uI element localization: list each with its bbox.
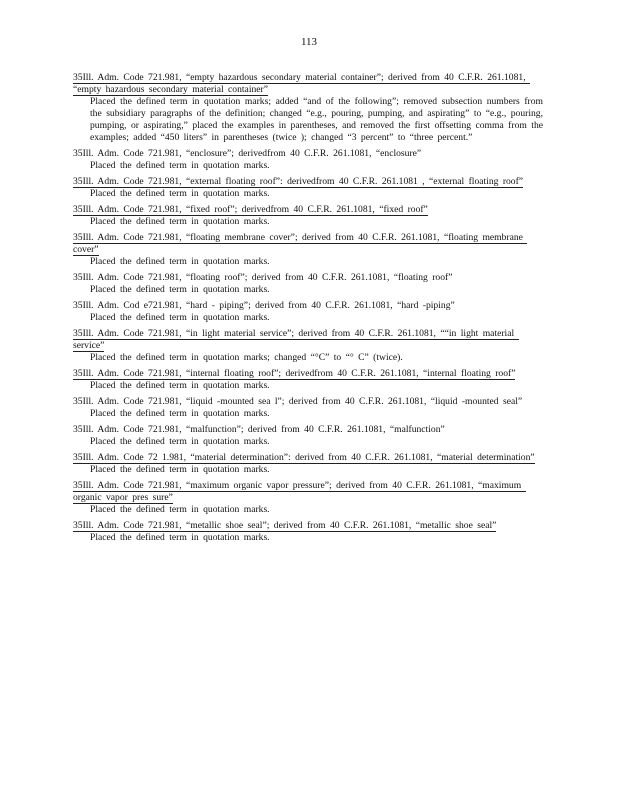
entry-heading-text: 35Ill. Adm. Code 721.981, “in light material service”; derived from 40 C.F.R. 261.1081, ““in light material service”	[73, 328, 519, 351]
list-item	[73, 396, 543, 420]
entry-note: Placed the defined term in quotation marks.	[90, 216, 270, 227]
entry-heading	[73, 300, 543, 312]
entry-heading	[73, 520, 543, 532]
entry-heading-text: 35Ill. Adm. Code 721.981, “internal floating roof”; derivedfrom 40 C.F.R. 261.1081, “internal floating roof”	[73, 368, 516, 379]
entries-list	[73, 72, 543, 548]
list-item	[73, 480, 543, 516]
list-item	[73, 232, 543, 268]
list-item	[73, 452, 543, 476]
entry-heading	[73, 204, 543, 216]
entry-heading-text: 35Ill. Adm. Code 721.981, “empty hazardous secondary material container”; derived from 40 C.F.R. 261.1081, “empty hazardous secondary material container”	[73, 72, 530, 95]
list-item	[73, 148, 543, 172]
entry-heading	[73, 396, 543, 408]
entry-note: Placed the defined term in quotation marks.	[90, 284, 270, 295]
entry-note: Placed the defined term in quotation marks.	[90, 312, 270, 323]
entry-heading-text: 35Ill. Adm. Code 721.981, “enclosure”; derivedfrom 40 C.F.R. 261.1081, “enclosure”	[73, 148, 422, 159]
entry-note: Placed the defined term in quotation marks.	[90, 408, 270, 419]
entry-heading-text: 35Ill. Adm. Code 72 1.981, “material determination”: derived from 40 C.F.R. 261.1081, “material determination”	[73, 452, 535, 463]
entry-heading-text: 35Ill. Adm. Cod e721.981, “hard - piping”; derived from 40 C.F.R. 261.1081, “hard -piping”	[73, 300, 455, 311]
entry-note: Placed the defined term in quotation marks.	[90, 256, 270, 267]
entry-note: Placed the defined term in quotation marks.	[90, 532, 270, 543]
entry-heading-text: 35Ill. Adm. Code 721.981, “floating membrane cover”; derived from 40 C.F.R. 261.1081, “floating membrane cover”	[73, 232, 528, 255]
entry-note: Placed the defined term in quotation marks.	[90, 504, 270, 515]
entry-heading-text: 35Ill. Adm. Code 721.981, “maximum organic vapor pressure”; derived from 40 C.F.R. 261.1081, “maximum organic vapor pres sure”	[73, 480, 526, 503]
entry-note: Placed the defined term in quotation marks.	[90, 380, 270, 391]
entry-heading-text: 35Ill. Adm. Code 721.981, “floating roof”; derived from 40 C.F.R. 261.1081, “floating roof”	[73, 272, 453, 283]
list-item	[73, 368, 543, 392]
page-number: 113	[300, 36, 318, 48]
list-item	[73, 328, 543, 364]
entry-heading	[73, 328, 543, 352]
list-item	[73, 520, 543, 544]
list-item	[73, 424, 543, 448]
list-item	[73, 176, 543, 200]
list-item	[73, 272, 543, 296]
entry-heading	[73, 272, 543, 284]
entry-heading	[73, 72, 543, 96]
entry-heading	[73, 368, 543, 380]
entry-note: Placed the defined term in quotation marks; changed “°C” to “° C” (twice).	[90, 352, 403, 363]
entry-heading-text: 35Ill. Adm. Code 721.981, “external floating roof”: derivedfrom 40 C.F.R. 261.1081 , “external floating roof”	[73, 176, 524, 187]
entry-note: Placed the defined term in quotation marks.	[90, 160, 270, 171]
entry-heading-text: 35Ill. Adm. Code 721.981, “metallic shoe seal”; derived from 40 C.F.R. 261.1081, “metallic shoe seal”	[73, 520, 497, 531]
entry-heading	[73, 480, 543, 504]
list-item	[73, 204, 543, 228]
entry-heading	[73, 176, 543, 188]
entry-heading	[73, 232, 543, 256]
entry-heading	[73, 148, 543, 160]
entry-note: Placed the defined term in quotation marks.	[90, 464, 270, 475]
entry-heading	[73, 424, 543, 436]
entry-heading	[73, 452, 543, 464]
entry-heading-text: 35Ill. Adm. Code 721.981, “fixed roof”; derivedfrom 40 C.F.R. 261.1081, “fixed roof”	[73, 204, 428, 215]
list-item	[73, 72, 543, 144]
list-item	[73, 300, 543, 324]
entry-heading-text: 35Ill. Adm. Code 721.981, “malfunction”; derived from 40 C.F.R. 261.1081, “malfunction”	[73, 424, 445, 435]
entry-note: Placed the defined term in quotation marks.	[90, 188, 270, 199]
entry-note: Placed the defined term in quotation marks.	[90, 436, 270, 447]
entry-heading-text: 35Ill. Adm. Code 721.981, “liquid -mounted sea l”; derived from 40 C.F.R. 261.1081, “liquid -mounted seal”	[73, 396, 523, 407]
entry-note: Placed the defined term in quotation marks; added “and of the following”; removed subsection numbers from the subsidiary paragraphs of the definition; changed “e.g., pouring, pumping, and aspirating” to “e.g., pouring, pumping, or aspirating,” placed the examples in parentheses, and removed the first offsetting comma from the examples; added “450 liters” in parentheses (twice ); changed “3 percent” to “three percent.”	[90, 96, 543, 143]
